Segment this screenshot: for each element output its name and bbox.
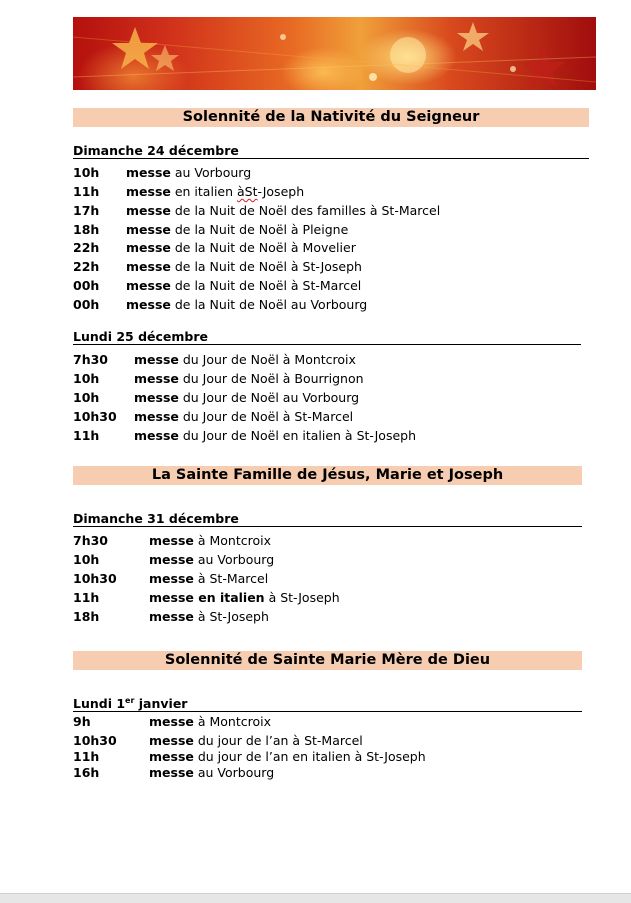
- day-heading-dimanche-24: Dimanche 24 décembre: [73, 143, 589, 159]
- time: 7h30: [73, 352, 108, 367]
- time: 10h: [73, 552, 100, 567]
- time: 22h: [73, 259, 100, 274]
- time: 10h: [73, 165, 100, 180]
- day-heading-dimanche-31: Dimanche 31 décembre: [73, 511, 582, 527]
- time: 18h: [73, 609, 100, 624]
- time: 11h: [73, 590, 100, 605]
- time: 10h30: [73, 733, 117, 748]
- time: 00h: [73, 278, 100, 293]
- time: 10h30: [73, 571, 117, 586]
- time: 10h: [73, 390, 100, 405]
- day-heading-lundi-1er: Lundi 1er janvier: [73, 693, 582, 712]
- time: 00h: [73, 297, 100, 312]
- section-title-sainte-famille: La Sainte Famille de Jésus, Marie et Joseph: [73, 466, 582, 485]
- section-title-nativite: Solennité de la Nativité du Seigneur: [73, 108, 589, 127]
- time: 10h30: [73, 409, 117, 424]
- time: 9h: [73, 714, 91, 729]
- time: 10h: [73, 371, 100, 386]
- time: 17h: [73, 203, 100, 218]
- time: 22h: [73, 240, 100, 255]
- time: 16h: [73, 765, 100, 780]
- time: 11h: [73, 184, 100, 199]
- time: 11h: [73, 749, 100, 764]
- section-title-marie-mere-de-dieu: Solennité de Sainte Marie Mère de Dieu: [73, 651, 582, 670]
- time: 7h30: [73, 533, 108, 548]
- time: 11h: [73, 428, 100, 443]
- star-decoration-icon: [73, 17, 596, 90]
- day-heading-lundi-25: Lundi 25 décembre: [73, 329, 581, 345]
- christmas-banner-image: [73, 17, 596, 90]
- spellcheck-squiggle: àSt: [237, 184, 258, 199]
- time: 18h: [73, 222, 100, 237]
